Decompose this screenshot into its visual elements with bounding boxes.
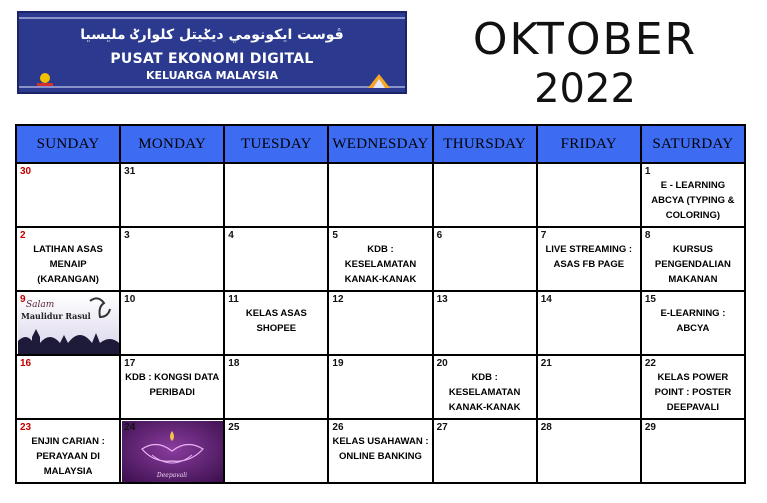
calendar-week-row bbox=[16, 227, 745, 291]
day-number: 25 bbox=[228, 422, 240, 433]
day-cell-29[interactable] bbox=[641, 419, 745, 483]
day-number: 30 bbox=[20, 166, 32, 177]
event-text: LIVE STREAMING : ASAS FB PAGE bbox=[545, 244, 633, 270]
maulid-script-line1: Salam bbox=[26, 300, 55, 310]
day-cell-empty[interactable] bbox=[537, 163, 641, 227]
day-number: 8 bbox=[644, 230, 651, 241]
day-cell-27[interactable] bbox=[433, 419, 537, 483]
day-cell-3[interactable] bbox=[120, 227, 224, 291]
day-number: 27 bbox=[436, 422, 448, 433]
day-number: 6 bbox=[436, 230, 443, 241]
day-cell-16[interactable] bbox=[16, 355, 120, 419]
day-number: 26 bbox=[332, 422, 344, 433]
banner-stripe-bottom bbox=[19, 86, 405, 88]
day-cell-1[interactable] bbox=[641, 163, 745, 227]
day-number: 15 bbox=[644, 294, 656, 305]
day-cell-6[interactable] bbox=[433, 227, 537, 291]
day-number: 21 bbox=[540, 358, 552, 369]
calendar-week-row bbox=[16, 163, 745, 227]
day-cell-30[interactable] bbox=[16, 163, 120, 227]
day-number: 2 bbox=[20, 230, 26, 241]
day-number: 1 bbox=[644, 166, 651, 177]
day-cell-18[interactable] bbox=[224, 355, 328, 419]
day-number: 9 bbox=[20, 294, 26, 305]
day-cell-4[interactable] bbox=[224, 227, 328, 291]
day-number: 4 bbox=[228, 230, 234, 241]
day-number: 12 bbox=[332, 294, 344, 305]
calendar-week-row bbox=[16, 419, 745, 483]
day-number: 14 bbox=[540, 294, 552, 305]
day-number: 5 bbox=[332, 230, 338, 241]
day-number: 16 bbox=[20, 358, 32, 369]
day-cell-empty[interactable] bbox=[433, 163, 537, 227]
day-number: 17 bbox=[124, 358, 136, 369]
deepavali-caption: Deepavali bbox=[157, 472, 188, 479]
event-text: KURSUS PENGENDALIAN MAKANAN bbox=[654, 244, 731, 285]
day-number: 20 bbox=[436, 358, 448, 369]
day-number: 19 bbox=[332, 358, 344, 369]
event-text: KDB : KONGSI DATA PERIBADI bbox=[125, 372, 220, 398]
event-text: KDB : KESELAMATAN KANAK-KANAK bbox=[344, 244, 417, 285]
day-cell-25[interactable] bbox=[224, 419, 328, 483]
maulidur-rasul-image bbox=[18, 293, 119, 355]
banner-subtitle: KELUARGA MALAYSIA bbox=[145, 69, 279, 82]
weekday-header-wednesday: WEDNESDAY bbox=[328, 125, 432, 163]
triangle-logo-icon bbox=[367, 73, 391, 89]
banner-stripe-top bbox=[19, 17, 405, 19]
org-banner bbox=[17, 11, 407, 94]
day-number: 23 bbox=[20, 422, 32, 433]
banner-jawi-text: ڤوست ايكونومي ديݢيتل كلوارݢ مليسيا bbox=[80, 27, 344, 43]
day-cell-19[interactable] bbox=[328, 355, 432, 419]
weekday-header-sunday: SUNDAY bbox=[16, 125, 120, 163]
event-text: KDB : KESELAMATAN KANAK-KANAK bbox=[448, 372, 521, 413]
weekday-header-tuesday: TUESDAY bbox=[224, 125, 328, 163]
day-cell-28[interactable] bbox=[537, 419, 641, 483]
day-cell-24[interactable] bbox=[120, 419, 224, 483]
day-cell-14[interactable] bbox=[537, 291, 641, 355]
day-number: 7 bbox=[540, 230, 547, 241]
event-text: KELAS USAHAWAN : ONLINE BANKING bbox=[332, 436, 429, 462]
day-number: 10 bbox=[124, 294, 136, 305]
day-number: 28 bbox=[540, 422, 552, 433]
event-text: KELAS ASAS SHOPEE bbox=[245, 308, 307, 334]
event-text: KELAS POWER POINT : POSTER DEEPAVALI bbox=[654, 372, 732, 413]
day-cell-7[interactable] bbox=[537, 227, 641, 291]
calendar-week-row bbox=[16, 355, 745, 419]
day-cell-5[interactable] bbox=[328, 227, 432, 291]
crest-icon bbox=[33, 71, 57, 87]
maulid-script-line2: Maulidur Rasul bbox=[21, 311, 91, 321]
day-number: 3 bbox=[124, 230, 130, 241]
day-number: 22 bbox=[644, 358, 656, 369]
day-cell-22[interactable] bbox=[641, 355, 745, 419]
calendar-body bbox=[16, 163, 745, 483]
banner-title: PUSAT EKONOMI DIGITAL bbox=[110, 51, 314, 67]
calendar-week-row bbox=[16, 291, 745, 355]
day-cell-15[interactable] bbox=[641, 291, 745, 355]
day-cell-23[interactable] bbox=[16, 419, 120, 483]
day-number: 29 bbox=[644, 422, 656, 433]
day-cell-empty[interactable] bbox=[224, 163, 328, 227]
day-cell-9[interactable] bbox=[16, 291, 120, 355]
day-number: 18 bbox=[228, 358, 240, 369]
day-cell-13[interactable] bbox=[433, 291, 537, 355]
day-cell-17[interactable] bbox=[120, 355, 224, 419]
day-cell-12[interactable] bbox=[328, 291, 432, 355]
weekday-header-monday: MONDAY bbox=[120, 125, 224, 163]
calendar-grid bbox=[15, 124, 746, 484]
day-number: 24 bbox=[124, 422, 136, 433]
weekday-header-row bbox=[16, 125, 745, 163]
day-cell-11[interactable] bbox=[224, 291, 328, 355]
day-number: 11 bbox=[228, 294, 239, 305]
day-cell-31[interactable] bbox=[120, 163, 224, 227]
weekday-header-friday: FRIDAY bbox=[537, 125, 641, 163]
calendar-month: OKTOBER bbox=[472, 14, 698, 65]
day-cell-21[interactable] bbox=[537, 355, 641, 419]
day-cell-8[interactable] bbox=[641, 227, 745, 291]
calendar-year: 2022 bbox=[534, 66, 636, 112]
day-number: 31 bbox=[124, 166, 136, 177]
event-text: LATIHAN ASAS MENAIP (KARANGAN) bbox=[33, 244, 103, 285]
day-cell-10[interactable] bbox=[120, 291, 224, 355]
deepavali-image bbox=[122, 421, 223, 483]
weekday-header-saturday: SATURDAY bbox=[641, 125, 745, 163]
day-cell-empty[interactable] bbox=[328, 163, 432, 227]
day-cell-2[interactable] bbox=[16, 227, 120, 291]
day-cell-26[interactable] bbox=[328, 419, 432, 483]
day-number: 13 bbox=[436, 294, 448, 305]
day-cell-20[interactable] bbox=[433, 355, 537, 419]
event-text: E-LEARNING : ABCYA bbox=[660, 308, 726, 334]
event-text: E - LEARNING ABCYA (TYPING & COLORING) bbox=[651, 180, 735, 221]
weekday-header-thursday: THURSDAY bbox=[433, 125, 537, 163]
event-text: ENJIN CARIAN : PERAYAAN DI MALAYSIA bbox=[31, 436, 105, 477]
